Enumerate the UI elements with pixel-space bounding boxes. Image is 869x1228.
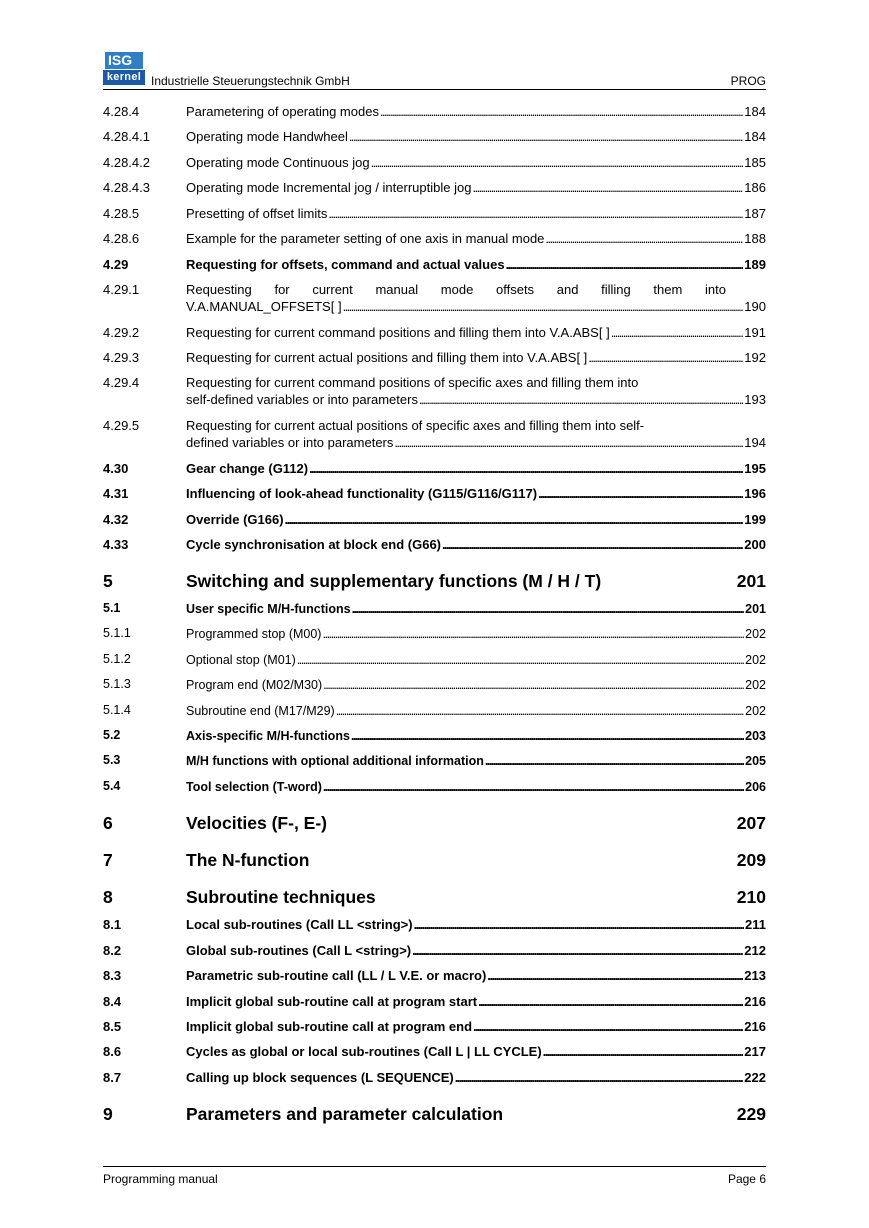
toc-entry-body	[186, 967, 766, 984]
toc-entry-title: Local sub-routines (Call LL <string>)	[186, 917, 413, 932]
toc-entry-title: Programmed stop (M00)	[186, 627, 322, 641]
toc-entry-line	[186, 967, 766, 984]
toc-entry-line	[186, 103, 766, 120]
toc-entry-page: 202	[745, 678, 766, 692]
toc-entry-title: Tool selection (T-word)	[186, 780, 322, 794]
toc-chapter-number: 8	[103, 887, 113, 907]
toc-entry-line	[186, 460, 766, 477]
toc-entry-title: Gear change (G112)	[186, 461, 309, 476]
toc-entry-leader	[380, 103, 743, 120]
toc-entry-body	[186, 511, 766, 528]
isg-kernel-logo	[103, 50, 145, 86]
toc-entry-line	[186, 179, 766, 196]
toc-entry-number: 4.32	[103, 512, 129, 527]
toc-entry-line	[186, 205, 766, 222]
toc-entry-leader	[478, 993, 743, 1010]
toc-entry-body	[186, 281, 766, 315]
toc-entry-leader	[285, 511, 744, 528]
toc-entry-page: 201	[745, 602, 766, 616]
toc-chapter-number: 5	[103, 571, 113, 591]
toc-entry-number: 8.1	[103, 917, 122, 932]
toc-entry-leader	[336, 702, 744, 720]
toc-entry-title: Presetting of offset limits	[186, 206, 328, 221]
toc-entry-number: 8.6	[103, 1044, 122, 1059]
page-header	[103, 50, 766, 90]
toc-entry-page: 212	[744, 943, 766, 958]
toc-entry-title: Operating mode Incremental jog / interruptible jog	[186, 180, 472, 195]
toc-entry-page: 213	[744, 968, 766, 983]
toc-entry-title: Subroutine end (M17/M29)	[186, 704, 335, 718]
toc-entry-page: 202	[745, 704, 766, 718]
toc-entry-leader	[538, 485, 743, 502]
toc-entry-page: 206	[745, 780, 766, 794]
toc-entry-body	[186, 374, 766, 408]
toc-entry-leader	[472, 179, 743, 196]
toc-chapter-number: 9	[103, 1104, 113, 1124]
toc-entry-title-line1: Requesting for current manual mode offsets and filling them into	[186, 282, 726, 297]
toc-entry-line	[186, 536, 766, 553]
toc-entry-leader	[473, 1018, 743, 1035]
toc-entry-number: 8.2	[103, 943, 122, 958]
toc-entry-title: Operating mode Continuous jog	[186, 155, 370, 170]
toc-entry-title-line1: Requesting for current actual positions of specific axes and filling them into self-	[186, 418, 645, 433]
toc-entry-title: V.A.MANUAL_OFFSETS[ ]	[186, 299, 342, 314]
toc-entry-leader	[419, 391, 743, 408]
toc-entry-line	[186, 651, 766, 669]
toc-entry-leader	[543, 1043, 744, 1060]
toc-chapter-title: Velocities (F-, E-)	[186, 813, 327, 833]
toc-entry-leader	[322, 625, 744, 643]
toc-entry-body	[186, 916, 766, 933]
toc-entry-title: M/H functions with optional additional information	[186, 754, 484, 768]
toc-entry-line	[186, 485, 766, 502]
toc-entry-title: Parametering of operating modes	[186, 104, 379, 119]
toc-entry-line	[186, 993, 766, 1010]
toc-entry-leader	[371, 154, 744, 171]
toc-entry-title: Example for the parameter setting of one axis in manual mode	[186, 231, 545, 246]
toc-entry-number: 4.28.6	[103, 231, 140, 246]
toc-entry-body	[186, 942, 766, 959]
toc-entry-line	[186, 391, 766, 408]
toc-entry-line	[186, 154, 766, 171]
toc-entry-number: 5.1.1	[103, 626, 131, 640]
toc-entry-line	[186, 256, 766, 273]
toc-entry-number: 4.28.4.1	[103, 129, 150, 144]
toc-entry-leader	[455, 1069, 744, 1086]
toc-entry-number: 5.3	[103, 753, 121, 767]
toc-entry-number: 4.30	[103, 461, 129, 476]
toc-entry-leader	[309, 460, 743, 477]
toc-entry-body	[186, 460, 766, 477]
toc-entry-leader	[442, 536, 743, 553]
toc-chapter-title: Parameters and parameter calculation	[186, 1104, 504, 1124]
toc-entry-page: 203	[745, 729, 766, 743]
toc-entry-line	[186, 676, 766, 694]
toc-entry-page: 185	[744, 155, 766, 170]
toc-entry-body	[186, 625, 766, 643]
toc-entry-title: Axis-specific M/H-functions	[186, 729, 350, 743]
toc-entry-page: 184	[744, 104, 766, 119]
toc-entry-number: 8.3	[103, 968, 122, 983]
toc-entry-page: 196	[744, 486, 766, 501]
toc-entry-body	[186, 993, 766, 1010]
toc-entry-leader	[323, 778, 744, 796]
header-divider	[103, 89, 766, 90]
toc-entry-number: 4.28.4.2	[103, 155, 150, 170]
toc-entry-line	[186, 298, 766, 315]
toc-entry-number: 5.1.2	[103, 652, 131, 666]
toc-entry-body	[186, 651, 766, 669]
toc-entry-title: Cycle synchronisation at block end (G66)	[186, 537, 442, 552]
toc-entry-page: 189	[744, 257, 766, 272]
toc-entry-title: Operating mode Handwheel	[186, 129, 348, 144]
toc-entry-number: 8.5	[103, 1019, 122, 1034]
toc-entry-leader	[323, 676, 744, 694]
document-code: PROG	[730, 74, 766, 88]
toc-entry-page: 195	[744, 461, 766, 476]
toc-entry-line	[186, 349, 766, 366]
toc-entry-number: 8.4	[103, 994, 122, 1009]
toc-entry-number: 4.33	[103, 537, 129, 552]
toc-entry-body	[186, 702, 766, 720]
toc-entry-leader	[352, 600, 745, 618]
toc-entry-page: 186	[744, 180, 766, 195]
toc-entry-leader	[487, 967, 743, 984]
toc-entry-leader	[351, 727, 744, 745]
toc-entry-title: Requesting for current command positions and filling them into V.A.ABS[ ]	[186, 325, 610, 340]
toc-entry-number: 4.29.2	[103, 325, 140, 340]
toc-entry-title: defined variables or into parameters	[186, 435, 394, 450]
toc-entry-body	[186, 752, 766, 770]
toc-entry-number: 4.29.1	[103, 282, 140, 297]
toc-entry-number: 5.4	[103, 779, 121, 793]
toc-entry-page: 188	[744, 231, 766, 246]
toc-entry-number: 5.1.4	[103, 703, 131, 717]
toc-chapter-number: 6	[103, 813, 113, 833]
toc-entry-page: 193	[744, 392, 766, 407]
toc-entry-line	[186, 128, 766, 145]
toc-entry-body	[186, 256, 766, 273]
company-name: Industrielle Steuerungstechnik GmbH	[151, 74, 350, 88]
toc-entry-title: Override (G166)	[186, 512, 284, 527]
toc-entry-page: 211	[745, 917, 766, 932]
toc-entry-title: Calling up block sequences (L SEQUENCE)	[186, 1070, 454, 1085]
toc-entry-leader	[343, 298, 744, 315]
toc-entry-title: self-defined variables or into parameters	[186, 392, 418, 407]
toc-entry-page: 202	[745, 653, 766, 667]
toc-entry-body	[186, 324, 766, 341]
toc-entry-title: Requesting for offsets, command and actual values	[186, 257, 505, 272]
toc-entry-line	[186, 916, 766, 933]
toc-entry-leader	[394, 434, 743, 451]
toc-entry-title-line1: Requesting for current command positions of specific axes and filling them into	[186, 375, 639, 390]
toc-entry-number: 5.1.3	[103, 677, 131, 691]
toc-entry-body	[186, 727, 766, 745]
toc-entry-page: 187	[744, 206, 766, 221]
toc-entry-body	[186, 179, 766, 196]
toc-entry-body	[186, 676, 766, 694]
toc-entry-leader	[485, 752, 744, 770]
toc-entry-page: 216	[744, 994, 766, 1009]
toc-entry-number: 4.28.5	[103, 206, 140, 221]
toc-entry-title: Parametric sub-routine call (LL / L V.E. or macro)	[186, 968, 487, 983]
toc-entry-title: Influencing of look-ahead functionality (G115/G116/G117)	[186, 486, 538, 501]
toc-chapter-page: 229	[736, 1104, 766, 1124]
toc-entry-line	[186, 778, 766, 796]
toc-entry-number: 4.29	[103, 257, 129, 272]
toc-entry-title: Global sub-routines (Call L <string>)	[186, 943, 412, 958]
toc-entry-body	[186, 1043, 766, 1060]
toc-entry-body	[186, 128, 766, 145]
toc-entry-body	[186, 349, 766, 366]
toc-entry-number: 4.28.4	[103, 104, 140, 119]
toc-entry-line	[186, 727, 766, 745]
toc-chapter-title: Switching and supplementary functions (M / H / T)	[186, 571, 602, 591]
toc-entry-title: Requesting for current actual positions and filling them into V.A.ABS[ ]	[186, 350, 588, 365]
toc-entry-line	[186, 625, 766, 643]
toc-entry-title: User specific M/H-functions	[186, 602, 351, 616]
toc-entry-page: 200	[744, 537, 766, 552]
footer-page-number: Page 6	[727, 1172, 766, 1186]
toc-entry-title: Implicit global sub-routine call at program end	[186, 1019, 473, 1034]
toc-entry-page: 216	[744, 1019, 766, 1034]
toc-entry-title: Optional stop (M01)	[186, 653, 296, 667]
toc-entry-number: 5.1	[103, 601, 121, 615]
toc-entry-line	[186, 434, 766, 451]
toc-entry-title: Implicit global sub-routine call at program start	[186, 994, 478, 1009]
toc-entry-number: 5.2	[103, 728, 121, 742]
toc-chapter-title: Subroutine techniques	[186, 887, 376, 907]
toc-chapter-page: 210	[736, 887, 766, 907]
toc-entry-body	[186, 600, 766, 618]
toc-entry-leader	[611, 324, 744, 341]
toc-entry-body	[186, 230, 766, 247]
toc-entry-leader	[506, 256, 744, 273]
toc-entry-line	[186, 324, 766, 341]
toc-entry-body	[186, 536, 766, 553]
toc-entry-leader	[545, 230, 743, 247]
toc-entry-line	[186, 1069, 766, 1086]
toc-entry-body	[186, 778, 766, 796]
toc-entry-line	[186, 752, 766, 770]
logo-bottom-text: kernel	[103, 70, 145, 85]
toc-entry-leader	[349, 128, 743, 145]
footer-manual-title: Programming manual	[103, 1172, 218, 1186]
footer-divider	[103, 1166, 766, 1167]
toc-entry-line	[186, 702, 766, 720]
toc-entry-page: 194	[744, 435, 766, 450]
toc-entry-line	[186, 1043, 766, 1060]
toc-entry-page: 184	[744, 129, 766, 144]
toc-entry-title: Cycles as global or local sub-routines (Call L | LL CYCLE)	[186, 1044, 542, 1059]
toc-entry-line	[186, 942, 766, 959]
toc-entry-number: 4.29.5	[103, 418, 140, 433]
toc-entry-body	[186, 154, 766, 171]
toc-entry-page: 190	[744, 299, 766, 314]
toc-entry-body	[186, 103, 766, 120]
toc-entry-line	[186, 230, 766, 247]
logo-top-text: ISG	[108, 52, 133, 68]
toc-chapter-number: 7	[103, 850, 113, 870]
toc-entry-line	[186, 511, 766, 528]
toc-chapter-title: The N-function	[186, 850, 310, 870]
toc-entry-body	[186, 485, 766, 502]
toc-entry-page: 191	[744, 325, 766, 340]
toc-entry-page: 217	[744, 1044, 766, 1059]
toc-entry-line	[186, 600, 766, 618]
toc-entry-number: 4.29.3	[103, 350, 140, 365]
toc-entry-page: 192	[744, 350, 766, 365]
toc-entry-body	[186, 417, 766, 451]
toc-entry-leader	[414, 916, 744, 933]
toc-entry-line	[186, 1018, 766, 1035]
toc-entry-leader	[588, 349, 743, 366]
toc-entry-leader	[328, 205, 743, 222]
toc-entry-page: 222	[744, 1070, 766, 1085]
toc-entry-page: 205	[745, 754, 766, 768]
toc-entry-leader	[412, 942, 743, 959]
toc-entry-body	[186, 1018, 766, 1035]
toc-chapter-page: 209	[736, 850, 766, 870]
toc-entry-body	[186, 1069, 766, 1086]
toc-entry-page: 199	[744, 512, 766, 527]
toc-entry-number: 8.7	[103, 1070, 122, 1085]
toc-entry-number: 4.28.4.3	[103, 180, 150, 195]
toc-chapter-page: 207	[736, 813, 766, 833]
toc-entry-number: 4.31	[103, 486, 129, 501]
toc-entry-number: 4.29.4	[103, 375, 140, 390]
toc-chapter-page: 201	[736, 571, 766, 591]
toc-entry-title: Program end (M02/M30)	[186, 678, 323, 692]
toc-entry-body	[186, 205, 766, 222]
toc-entry-page: 202	[745, 627, 766, 641]
toc-entry-leader	[297, 651, 744, 669]
